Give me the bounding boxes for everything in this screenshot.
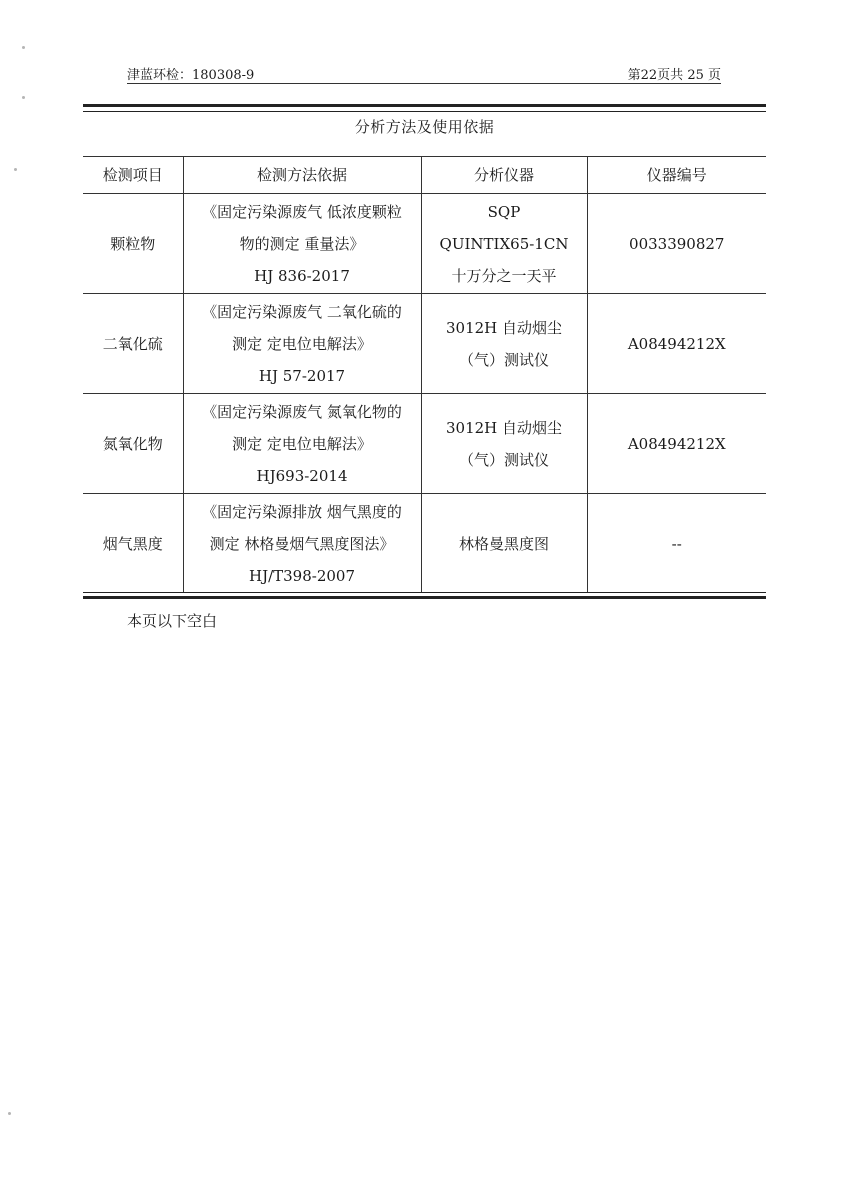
method-line: 测定 定电位电解法》 [232, 434, 372, 453]
instrument-line: 3012H 自动烟尘 [445, 318, 563, 337]
instrument-line: 3012H 自动烟尘 [445, 418, 563, 437]
cell-instrument-number: A08494212X [587, 294, 766, 394]
scan-speck [14, 168, 17, 171]
method-line: HJ 57-2017 [258, 366, 346, 385]
instrument-line: （气）测试仪 [458, 350, 549, 369]
column-header-item: 检测项目 [83, 157, 183, 194]
report-id: 津蓝环检：180308-9 [127, 68, 255, 83]
instrument-line: SQP [487, 202, 521, 221]
method-line: 物的测定 重量法》 [239, 234, 365, 253]
table-header-row [83, 157, 766, 194]
cell-method-basis [183, 194, 421, 294]
cell-test-item: 二氧化硫 [83, 294, 183, 394]
cell-method-basis [183, 494, 421, 594]
table-bottom-rule [83, 592, 766, 599]
cell-instrument [421, 294, 587, 394]
table-row [83, 494, 766, 594]
method-line: 《固定污染源废气 氮氧化物的 [202, 402, 402, 421]
page-header [127, 62, 721, 84]
cell-method-basis [183, 394, 421, 494]
instrument-line: 十万分之一天平 [451, 266, 557, 285]
page-number: 第22页共 25 页 [627, 68, 721, 83]
blank-below-note: 本页以下空白 [127, 612, 218, 630]
table-title: 分析方法及使用依据 [354, 118, 495, 136]
scan-speck [22, 46, 25, 49]
method-line: HJ693-2014 [256, 466, 348, 485]
cell-instrument-number: 0033390827 [587, 194, 766, 294]
method-line: HJ/T398-2007 [248, 566, 356, 585]
method-line: HJ 836-2017 [254, 266, 350, 285]
column-header-instrument-number: 仪器编号 [587, 157, 766, 194]
cell-test-item: 颗粒物 [83, 194, 183, 294]
header-divider [127, 83, 721, 84]
cell-instrument [421, 394, 587, 494]
table-row [83, 194, 766, 294]
cell-instrument-number: A08494212X [587, 394, 766, 494]
method-line: 《固定污染源废气 低浓度颗粒 [202, 202, 402, 221]
cell-test-item: 氮氧化物 [83, 394, 183, 494]
cell-instrument [421, 494, 587, 594]
method-line: 测定 林格曼烟气黑度图法》 [209, 534, 395, 553]
instrument-line: QUINTIX65-1CN [439, 234, 569, 253]
cell-method-basis [183, 294, 421, 394]
table-row [83, 394, 766, 494]
scan-speck [8, 1112, 11, 1115]
analysis-methods-table [83, 156, 766, 593]
table-row [83, 294, 766, 394]
column-header-method: 检测方法依据 [183, 157, 421, 194]
column-header-instrument: 分析仪器 [421, 157, 587, 194]
instrument-line: 林格曼黑度图 [458, 534, 549, 553]
cell-instrument-number: -- [587, 494, 766, 594]
scan-speck [22, 96, 25, 99]
method-line: 《固定污染源排放 烟气黑度的 [202, 502, 402, 521]
cell-test-item: 烟气黑度 [83, 494, 183, 594]
instrument-line: （气）测试仪 [458, 450, 549, 469]
method-line: 《固定污染源废气 二氧化硫的 [202, 302, 402, 321]
cell-instrument [421, 194, 587, 294]
table-top-rule [83, 104, 766, 112]
method-line: 测定 定电位电解法》 [232, 334, 372, 353]
